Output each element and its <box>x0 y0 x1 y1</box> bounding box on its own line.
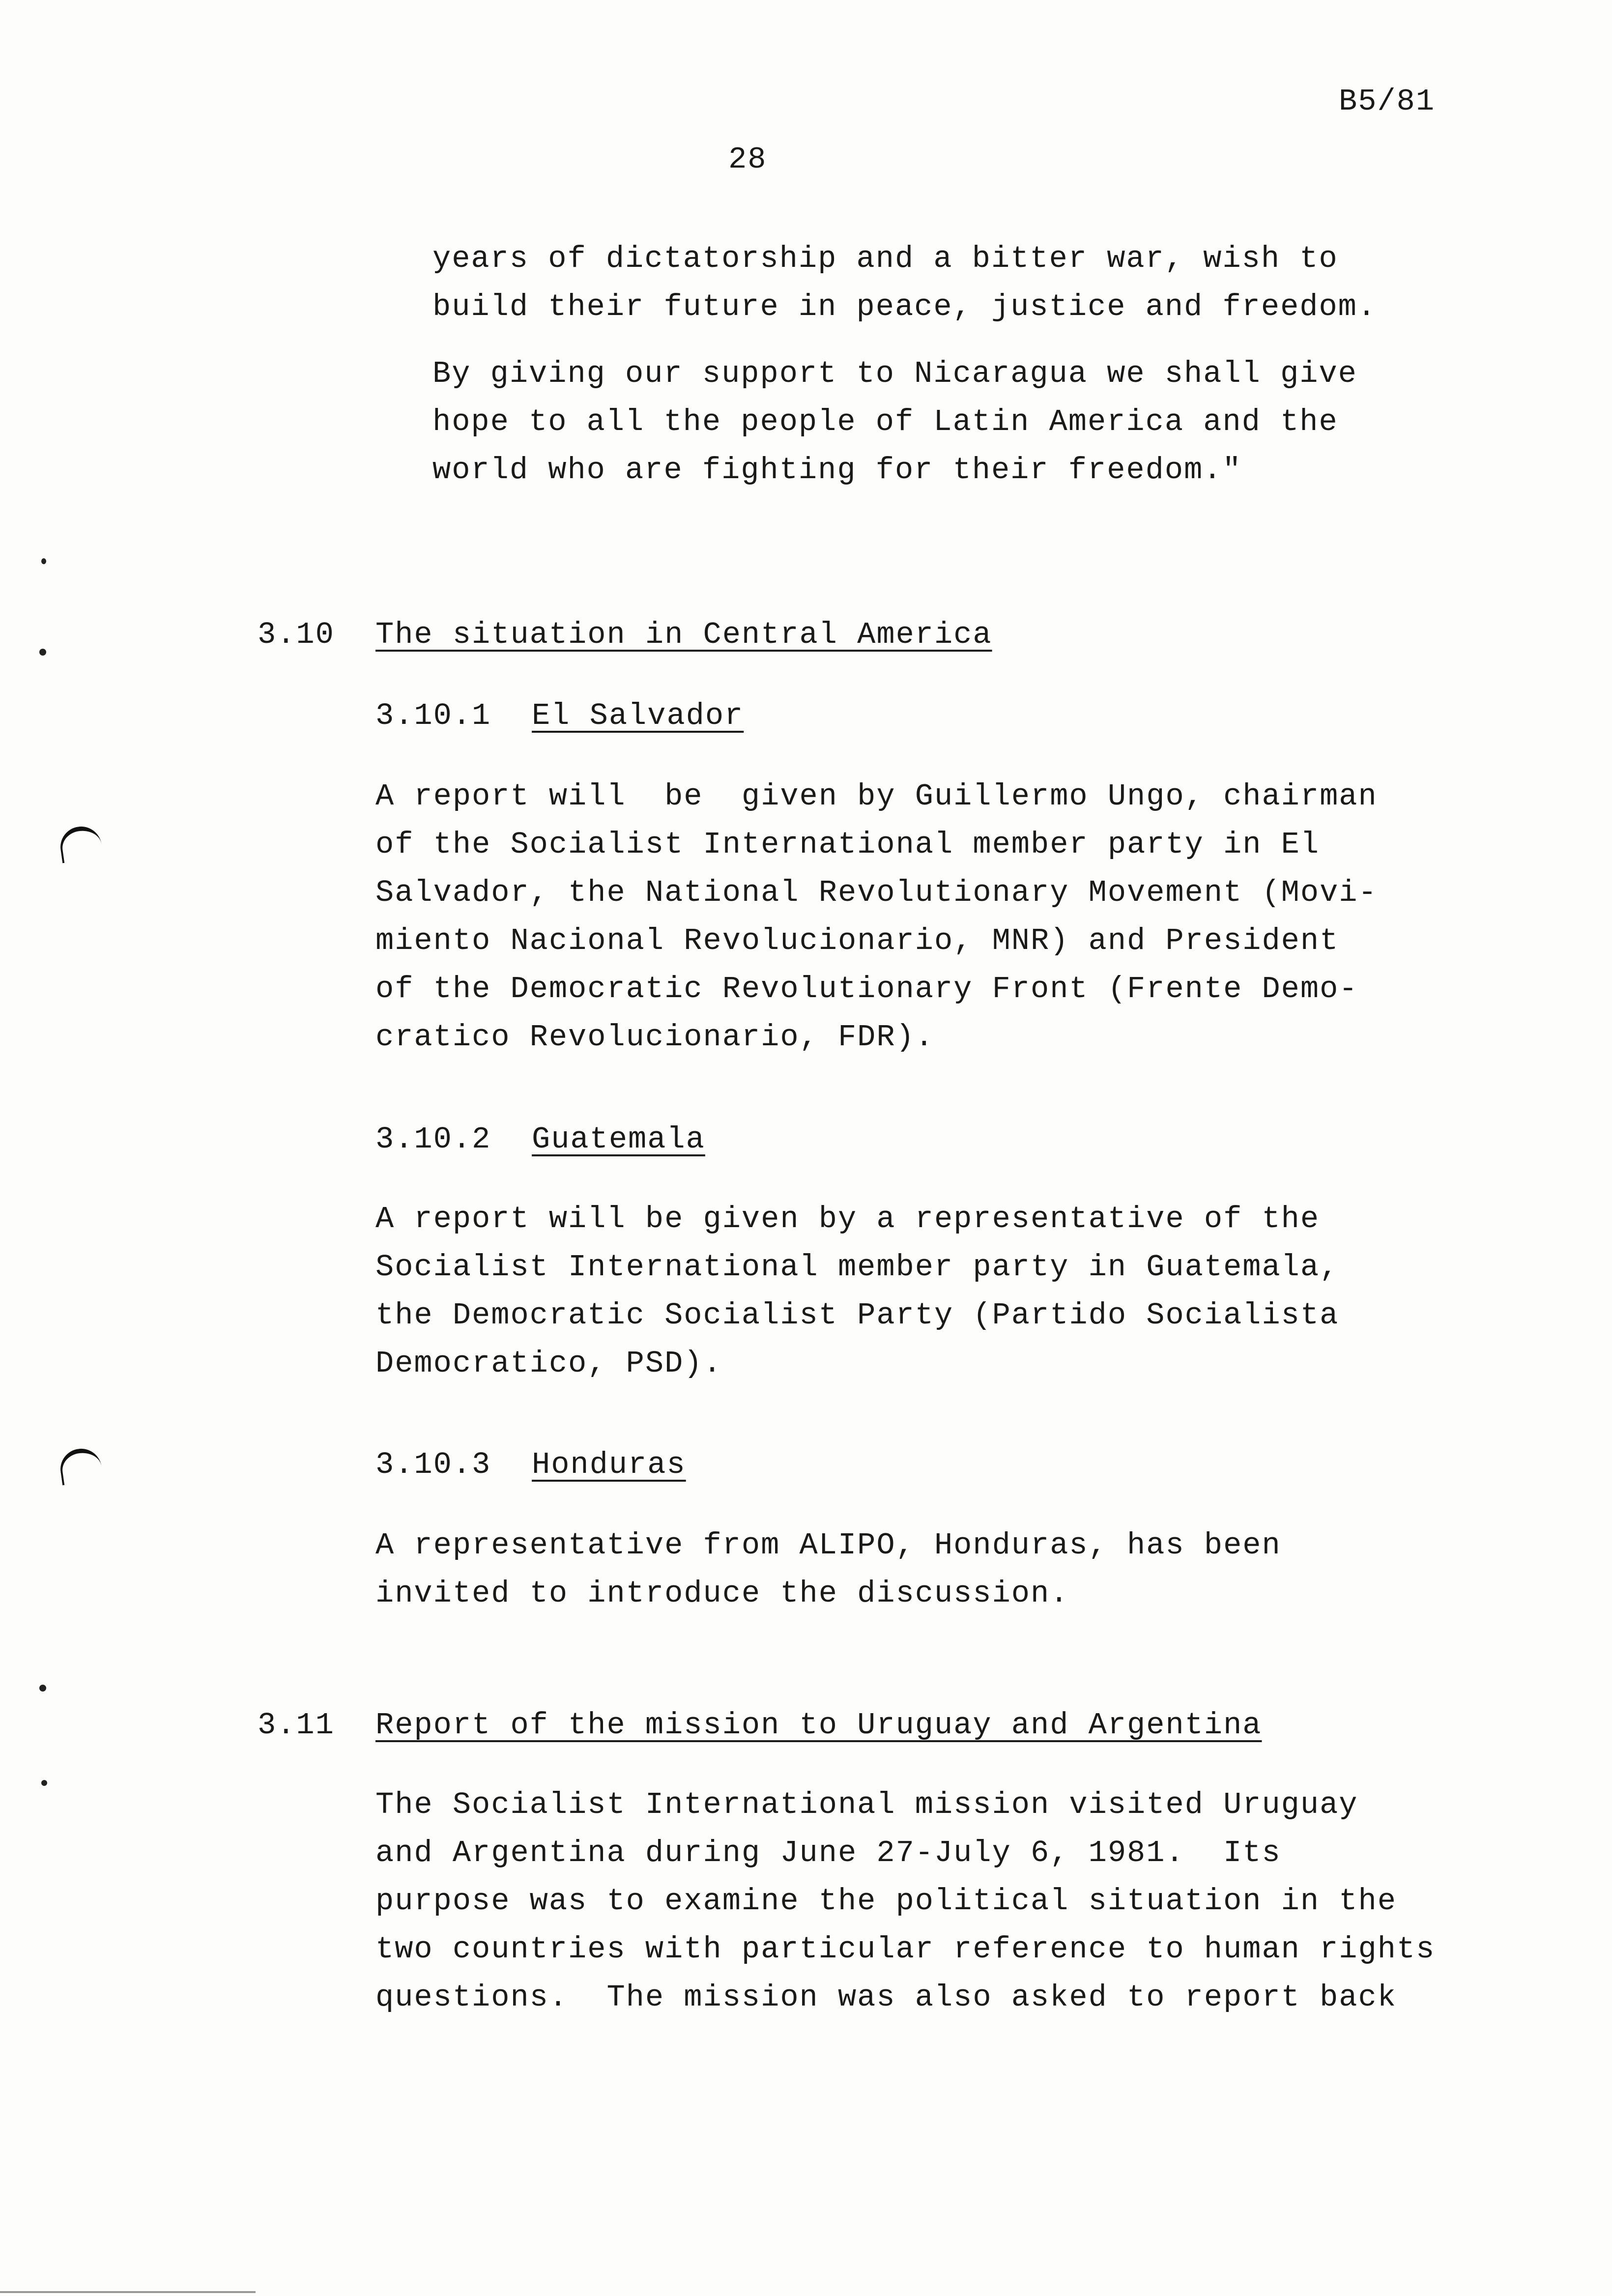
text-line: Democratico, PSD). <box>375 1346 722 1381</box>
scan-speck <box>39 1685 46 1692</box>
text-line: Socialist International member party in Guatemala, <box>375 1250 1339 1285</box>
text-line: A report will be given by a representative of the <box>375 1202 1320 1236</box>
subsection-heading: El Salvador <box>532 698 744 733</box>
text-line: The Socialist International mission visited Uruguay <box>375 1787 1358 1822</box>
text-line: cratico Revolucionario, FDR). <box>375 1020 934 1055</box>
scan-edge-line <box>0 2291 256 2293</box>
section-heading: Report of the mission to Uruguay and Argentina <box>375 1708 1262 1743</box>
text-line: two countries with particular reference to human rights <box>375 1932 1436 1967</box>
subsection-heading: Honduras <box>532 1447 686 1482</box>
punch-hole-mark <box>58 824 104 863</box>
text-line: By giving our support to Nicaragua we shall give <box>432 356 1357 391</box>
text-line: years of dictatorship and a bitter war, wish to <box>432 241 1338 276</box>
text-line: of the Democratic Revolutionary Front (Frente Demo- <box>375 972 1358 1006</box>
quote-paragraph-2 <box>432 350 1357 494</box>
document-reference: B5/81 <box>1339 84 1436 119</box>
quote-paragraph-1 <box>432 235 1377 331</box>
el-salvador-paragraph <box>375 773 1378 1062</box>
text-line: invited to introduce the discussion. <box>375 1576 1069 1611</box>
subsection-number: 3.10.1 <box>375 698 491 733</box>
text-line: A representative from ALIPO, Honduras, has been <box>375 1528 1281 1563</box>
honduras-paragraph <box>375 1521 1281 1618</box>
page-number: 28 <box>728 142 767 177</box>
text-line: hope to all the people of Latin America and the <box>432 404 1338 439</box>
section-number: 3.10 <box>258 617 335 652</box>
subsection-heading: Guatemala <box>532 1122 705 1157</box>
text-line: the Democratic Socialist Party (Partido Socialista <box>375 1298 1339 1333</box>
scan-speck <box>41 1780 47 1786</box>
subsection-number: 3.10.2 <box>375 1122 491 1157</box>
section-heading: The situation in Central America <box>375 617 992 652</box>
guatemala-paragraph <box>375 1195 1339 1388</box>
section-number: 3.11 <box>258 1708 335 1743</box>
text-line: Salvador, the National Revolutionary Movement (Movi- <box>375 875 1378 910</box>
scan-speck <box>41 558 46 564</box>
text-line: and Argentina during June 27-July 6, 1981. Its <box>375 1836 1281 1870</box>
mission-paragraph <box>375 1781 1435 2022</box>
text-line: of the Socialist International member party in El <box>375 827 1320 862</box>
text-line: world who are fighting for their freedom." <box>432 453 1242 488</box>
text-line: questions. The mission was also asked to report back <box>375 1980 1397 2015</box>
scan-speck <box>39 649 46 656</box>
text-line: miento Nacional Revolucionario, MNR) and President <box>375 923 1339 958</box>
punch-hole-mark <box>58 1446 104 1485</box>
text-line: purpose was to examine the political situation in the <box>375 1884 1397 1919</box>
subsection-number: 3.10.3 <box>375 1447 491 1482</box>
text-line: A report will be given by Guillermo Ungo, chairman <box>375 779 1378 814</box>
text-line: build their future in peace, justice and freedom. <box>432 289 1377 324</box>
